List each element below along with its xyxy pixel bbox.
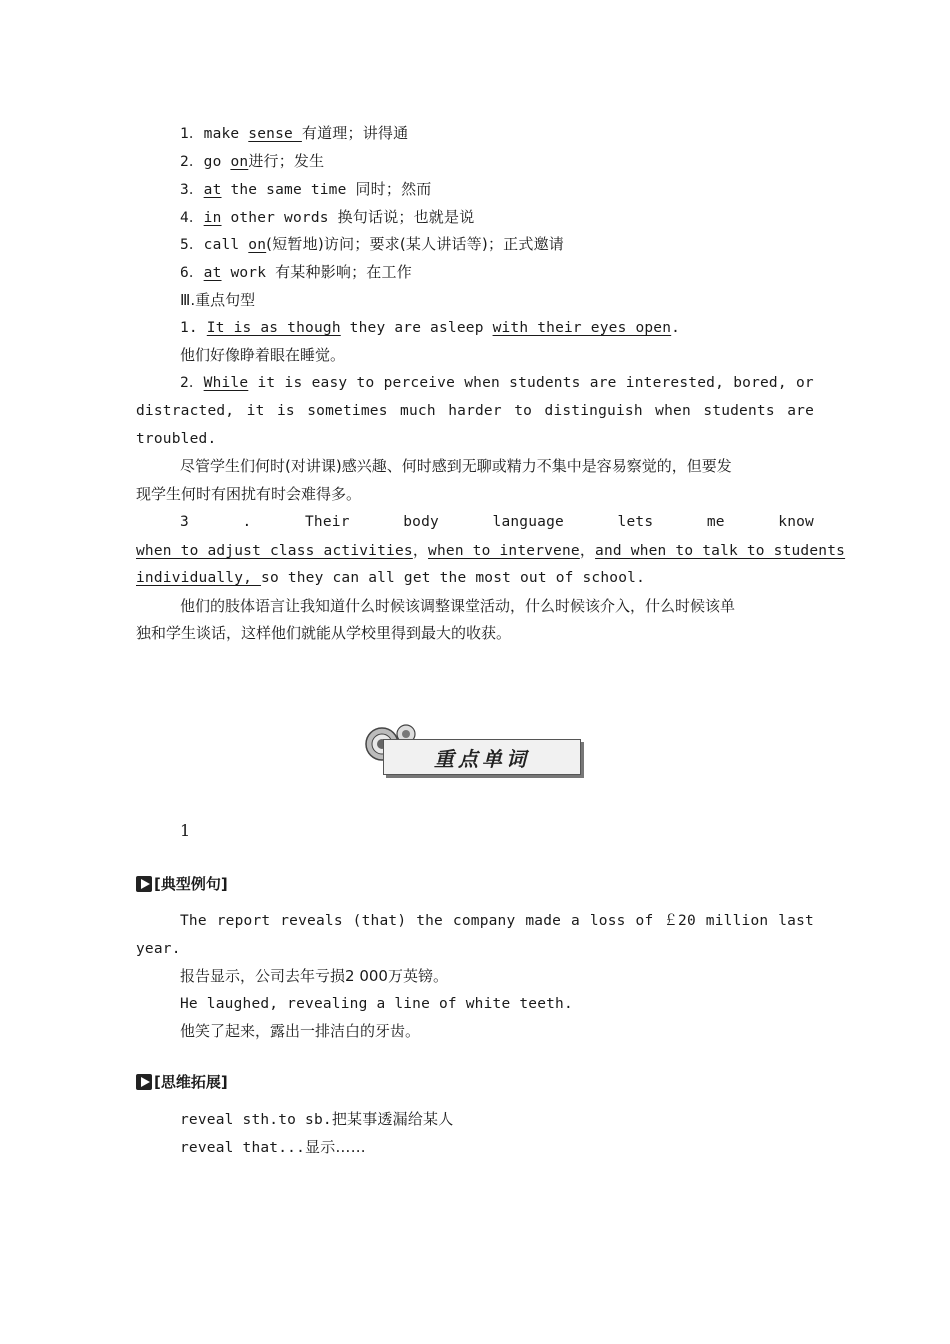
play-icon	[136, 1074, 152, 1090]
fill-blank: individually,	[136, 570, 262, 586]
sentence-3-translation-1: 他们的肢体语言让我知道什么时候该调整课堂活动，什么时候该介入，什么时候该单	[180, 597, 736, 615]
item-number: 6．	[180, 265, 204, 281]
chinese-meaning: 同时；然而	[355, 180, 432, 198]
sentence-1-translation: 他们好像睁着眼在睡觉。	[180, 346, 346, 364]
key-sentence-3-line-2: when to adjust class activities，when to intervene，and when to talk to students	[136, 541, 846, 559]
example-1-translation: 报告显示，公司去年亏损2 000万英镑。	[180, 967, 448, 985]
example-2: He laughed, revealing a line of white teeth.	[180, 996, 573, 1012]
extension-item: reveal sth.to sb.把某事透漏给某人	[180, 1110, 454, 1128]
chinese-meaning: (短暂地)访问；要求(某人讲话等)；正式邀请	[266, 235, 564, 253]
fill-blank: sense	[248, 126, 302, 142]
item-number: 2．	[180, 154, 204, 170]
example-1-line-1: The report reveals (that) the company made a loss of ￡20 million last	[180, 913, 814, 929]
sentence-2-translation-2: 现学生何时有困扰有时会难得多。	[136, 485, 362, 503]
word-number: 1	[180, 821, 191, 840]
key-sentence-1: 1. It is as though they are asleep with their eyes open.	[180, 320, 681, 336]
chinese-meaning: 有道理；讲得通	[301, 124, 409, 142]
phrase-item: 5．call on(短暂地)访问；要求(某人讲话等)；正式邀请	[180, 235, 564, 253]
extension-item: reveal that...显示……	[180, 1138, 366, 1156]
section-heading: 重点单词	[434, 746, 530, 771]
fill-blank: when to intervene	[428, 543, 580, 559]
section-heading-banner	[383, 739, 581, 775]
phrase-item: 3．at the same time 同时；然而	[180, 180, 432, 198]
chinese-meaning: 换句话说；也就是说	[337, 208, 475, 226]
phrase-item: 1．make sense 有道理；讲得通	[180, 124, 409, 142]
example-1-line-2: year.	[136, 941, 181, 957]
extension-label: [思维拓展]	[136, 1071, 228, 1093]
key-sentence-2-line-3: troubled.	[136, 431, 217, 447]
fill-blank: on	[230, 154, 249, 170]
fill-blank: It is as though	[206, 320, 341, 336]
key-sentence-3-line-1: 3 . Their body language lets me know	[180, 514, 814, 530]
fill-blank: at	[203, 182, 222, 198]
play-icon	[136, 876, 152, 892]
key-sentence-2-line-2: distracted, it is sometimes much harder to distinguish when students are	[136, 403, 814, 419]
key-sentence-3-line-3: individually, so they can all get the most out of school.	[136, 570, 646, 586]
fill-blank: with their eyes open	[492, 320, 672, 336]
examples-label: [典型例句]	[136, 873, 228, 895]
chinese-meaning: 进行；发生	[248, 152, 325, 170]
key-sentence-2-line-1: 2．While it is easy to perceive when students are interested, bored, or	[180, 375, 814, 391]
phrase-item: 2．go on进行；发生	[180, 152, 325, 170]
example-2-translation: 他笑了起来，露出一排洁白的牙齿。	[180, 1022, 421, 1040]
fill-blank: when to adjust class activities	[136, 543, 413, 559]
sentence-2-translation-1: 尽管学生们何时(对讲课)感兴趣、何时感到无聊或精力不集中是容易察觉的，但要发	[180, 457, 732, 475]
item-number: 3．	[180, 182, 204, 198]
fill-blank: on	[248, 237, 267, 253]
fill-blank: in	[203, 210, 222, 226]
phrase-item: 4．in other words 换句话说；也就是说	[180, 208, 475, 226]
phrase-item: 6．at work 有某种影响；在工作	[180, 263, 412, 281]
item-number: 1．	[180, 126, 204, 142]
fill-blank: at	[203, 265, 222, 281]
sentence-3-translation-2: 独和学生谈话，这样他们就能从学校里得到最大的收获。	[136, 624, 512, 642]
fill-blank: While	[203, 375, 249, 391]
section-title: Ⅲ.重点句型	[180, 291, 256, 309]
chinese-meaning: 有某种影响；在工作	[275, 263, 412, 281]
item-number: 5．	[180, 237, 204, 253]
item-number: 4．	[180, 210, 204, 226]
fill-blank: and when to talk to students	[595, 543, 846, 559]
